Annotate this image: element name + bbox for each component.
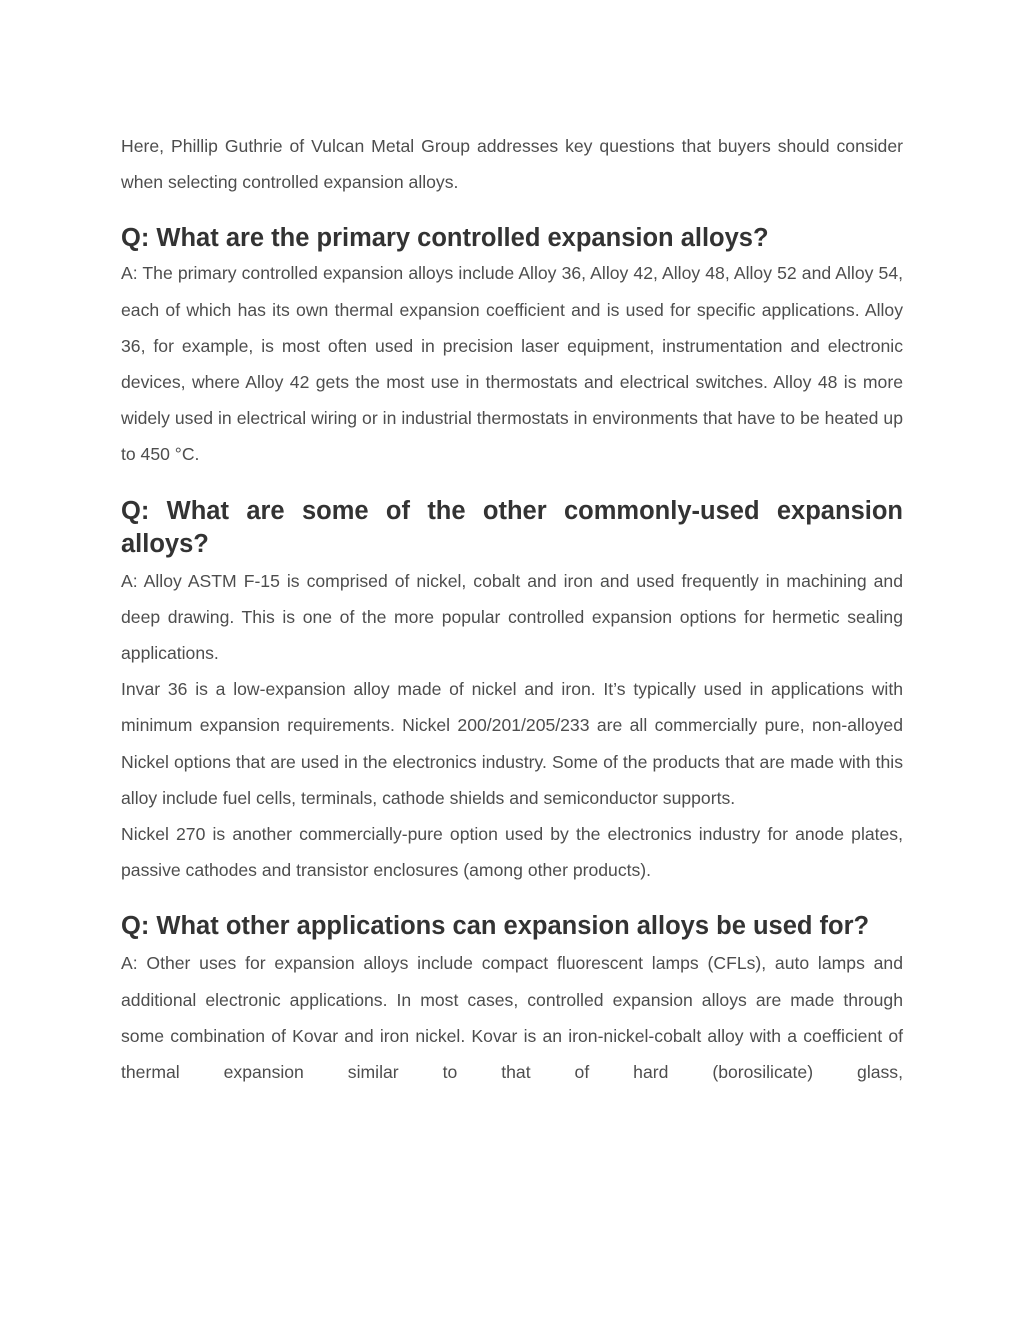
answer-paragraph-1: A: The primary controlled expansion alloys include Alloy 36, Alloy 42, Alloy 48, Alloy 52 and Alloy 54, each of which has its own thermal expansion coefficient and is used for specific applications. Alloy 36, for example, is most often used in precision laser equipment, instrumentation and electronic devices, where Alloy 42 gets the most use in thermostats and electrical switches. Alloy 48 is more widely used in electrical wiring or in industrial thermostats in environments that have to be heated up to 450 °C. (121, 263, 903, 465)
question-heading-2: Q: What are some of the other commonly-used expansion alloys? (121, 496, 903, 558)
answer-paragraph-2c: Nickel 270 is another commercially-pure option used by the electronics industry for anode plates, passive cathodes and transistor enclosures (among other products). (121, 824, 903, 881)
answer-paragraph-2a: A: Alloy ASTM F-15 is comprised of nickel, cobalt and iron and used frequently in machining and deep drawing. This is one of the more popular controlled expansion options for hermetic sealing applications. (121, 570, 903, 664)
question-heading-1: Q: What are the primary controlled expansion alloys? (121, 224, 769, 253)
question-heading-3: Q: What other applications can expansion alloys be used for? (121, 912, 870, 941)
answer-paragraph-3: A: Other uses for expansion alloys include compact fluorescent lamps (CFLs), auto lamps and additional electronic applications. In most cases, controlled expansion alloys are made through some combination of Kovar and iron nickel. Kovar is an iron-nickel-cobalt alloy with a coefficient of thermal expansion similar to that of hard (borosilicate) glass, (121, 953, 903, 1083)
document-page (121, 128, 903, 1090)
intro-paragraph: Here, Phillip Guthrie of Vulcan Metal Group addresses key questions that buyers should consider when selecting controlled expansion alloys. (121, 136, 903, 193)
answer-paragraph-2b: Invar 36 is a low-expansion alloy made of nickel and iron. It’s typically used in applications with minimum expansion requirements. Nickel 200/201/205/233 are all commercially pure, non-alloyed Nickel options that are used in the electronics industry. Some of the products that are made with this alloy include fuel cells, terminals, cathode shields and semiconductor supports. (121, 679, 903, 808)
